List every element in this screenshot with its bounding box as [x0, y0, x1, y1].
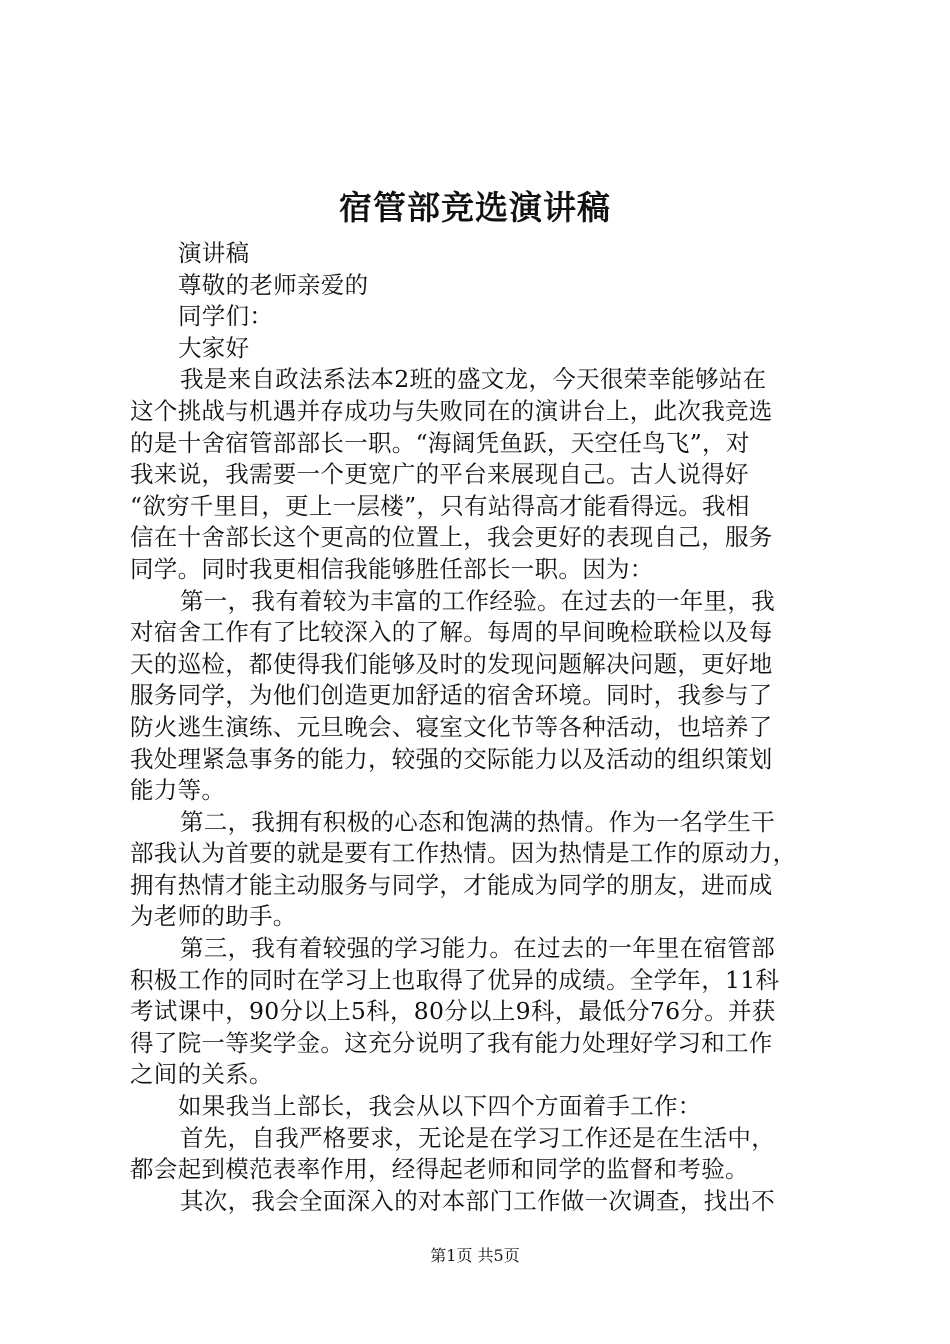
body-line: 都会起到模范表率作用，经得起老师和同学的监督和考验。: [130, 1155, 749, 1184]
body-line: 同学。同时我更相信我能够胜任部长一职。因为：: [130, 554, 654, 583]
body-line: 演讲稿: [178, 239, 250, 267]
body-line: 同学们：: [178, 302, 274, 331]
body-line: 得了院一等奖学金。这充分说明了我有能力处理好学习和工作: [130, 1028, 773, 1057]
document-title: 宿管部竞选演讲稿: [339, 188, 611, 227]
body-line: 服务同学，为他们创造更加舒适的宿舍环境。同时，我参与了: [130, 681, 773, 710]
body-line: 为老师的助手。: [130, 902, 297, 931]
body-line: 拥有热情才能主动服务与同学，才能成为同学的朋友，进而成: [130, 870, 773, 899]
body-line: 我处理紧急事务的能力，较强的交际能力以及活动的组织策划: [130, 744, 773, 773]
body-line: “欲穷千里目，更上一层楼”，只有站得高才能看得远。我相: [130, 491, 750, 520]
body-line: 这个挑战与机遇并存成功与失败同在的演讲台上，此次我竞选: [130, 396, 773, 425]
body-line: 的是十舍宿管部部长一职。“海阔凭鱼跃，天空任鸟飞”，对: [130, 428, 750, 457]
body-line: 如果我当上部长，我会从以下四个方面着手工作：: [178, 1092, 702, 1121]
body-line: 第二，我拥有积极的心态和饱满的热情。作为一名学生干: [180, 807, 775, 836]
body-line: 考试课中，90分以上5科，80分以上9科，最低分76分。并获: [130, 997, 776, 1026]
body-line: 第三，我有着较强的学习能力。在过去的一年里在宿管部: [180, 934, 775, 963]
body-line: 我来说，我需要一个更宽广的平台来展现自己。古人说得好: [130, 460, 749, 489]
body-line: 首先，自我严格要求，无论是在学习工作还是在生活中，: [180, 1123, 775, 1152]
body-line: 防火逃生演练、元旦晚会、寝室文化节等各种活动，也培养了: [130, 712, 773, 741]
body-line: 其次，我会全面深入的对本部门工作做一次调查，找出不: [180, 1186, 775, 1215]
body-line: 信在十舍部长这个更高的位置上，我会更好的表现自己，服务: [130, 523, 773, 552]
body-line: 第一，我有着较为丰富的工作经验。在过去的一年里，我: [180, 586, 775, 615]
body-line: 大家好: [178, 333, 250, 362]
body-line: 积极工作的同时在学习上也取得了优异的成绩。全学年，11科: [130, 965, 780, 994]
body-line: 能力等。: [130, 776, 226, 805]
body-line: 尊敬的老师亲爱的: [178, 270, 369, 299]
page-footer: 第1页 共5页: [430, 1246, 520, 1265]
body-line: 部我认为首要的就是要有工作热情。因为热情是工作的原动力，: [130, 839, 797, 868]
body-line: 我是来自政法系法本2班的盛文龙，今天很荣幸能够站在: [180, 365, 767, 394]
body-line: 天的巡检，都使得我们能够及时的发现问题解决问题，更好地: [130, 649, 773, 678]
document-body: [130, 238, 830, 1217]
body-line: 之间的关系。: [130, 1060, 273, 1089]
body-line: 对宿舍工作有了比较深入的了解。每周的早间晚检联检以及每: [130, 618, 773, 647]
